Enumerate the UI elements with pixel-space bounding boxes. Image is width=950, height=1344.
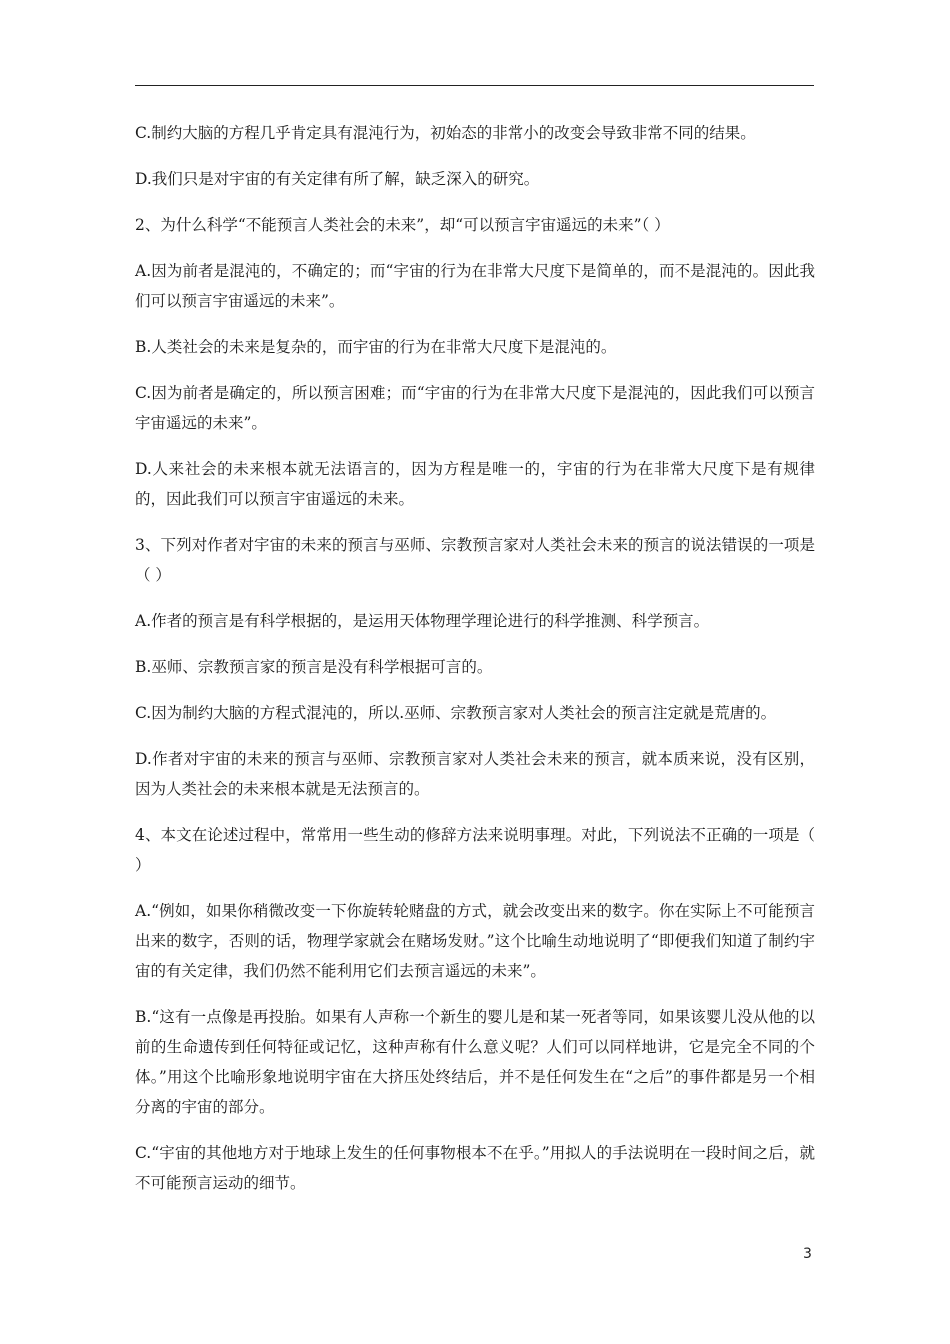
option-a-q2: A.因为前者是混沌的，不确定的；而“宇宙的行为在非常大尺度下是简单的，而不是混沌的。因此我们可以预言宇宙遥远的未来”。	[135, 262, 815, 310]
question-3: 3、下列对作者对宇宙的未来的预言与巫师、宗教预言家对人类社会未来的预言的说法错误的一项是（ ）	[135, 536, 815, 584]
option-b-q4: B.“这有一点像是再投胎。如果有人声称一个新生的婴儿是和某一死者等同，如果该婴儿没从他的以前的生命遗传到任何特征或记忆，这种声称有什么意义呢？人们可以同样地讲，它是完全不同的个体。”用这个比喻形象地说明宇宙在大挤压处终结后，并不是任何发生在“之后”的事件都是另一个相分离的宇宙的部分。	[135, 1008, 815, 1116]
option-d-q1: D.我们只是对宇宙的有关定律有所了解，缺乏深入的研究。	[135, 170, 540, 188]
option-c-q1: C.制约大脑的方程几乎肯定具有混沌行为，初始态的非常小的改变会导致非常不同的结果。	[135, 124, 756, 142]
option-c-q2: C.因为前者是确定的，所以预言困难；而“宇宙的行为在非常大尺度下是混沌的，因此我们可以预言宇宙遥远的未来”。	[135, 384, 815, 432]
question-4: 4、本文在论述过程中，常常用一些生动的修辞方法来说明事理。对此，下列说法不正确的一项是（ ）	[135, 826, 815, 874]
question-2: 2、为什么科学“不能预言人类社会的未来”，却“可以预言宇宙遥远的未来”（ ）	[135, 216, 670, 234]
option-d-q2: D.人来社会的未来根本就无法语言的，因为方程是唯一的，宇宙的行为在非常大尺度下是有规律的，因此我们可以预言宇宙遥远的未来。	[135, 460, 815, 508]
option-a-q4: A.“例如，如果你稍微改变一下你旋转轮赌盘的方式，就会改变出来的数字。你在实际上不可能预言出来的数字，否则的话，物理学家就会在赌场发财。”这个比喻生动地说明了“即便我们知道了制约宇宙的有关定律，我们仍然不能利用它们去预言遥远的未来”。	[135, 902, 815, 980]
option-c-q3: C.因为制约大脑的方程式混沌的，所以.巫师、宗教预言家对人类社会的预言注定就是荒唐的。	[135, 704, 777, 722]
document-body	[135, 118, 815, 1214]
option-b-q3: B.巫师、宗教预言家的预言是没有科学根据可言的。	[135, 658, 493, 676]
page-number: 3	[803, 1246, 812, 1262]
option-b-q2: B.人类社会的未来是复杂的，而宇宙的行为在非常大尺度下是混沌的。	[135, 338, 617, 356]
option-a-q3: A.作者的预言是有科学根据的，是运用天体物理学理论进行的科学推测、科学预言。	[135, 612, 710, 630]
option-d-q3: D.作者对宇宙的未来的预言与巫师、宗教预言家对人类社会未来的预言，就本质来说，没有区别，因为人类社会的未来根本就是无法预言的。	[135, 750, 815, 798]
option-c-q4: C.“宇宙的其他地方对于地球上发生的任何事物根本不在乎。”用拟人的手法说明在一段时间之后，就不可能预言运动的细节。	[135, 1144, 815, 1192]
header-rule	[135, 85, 814, 86]
